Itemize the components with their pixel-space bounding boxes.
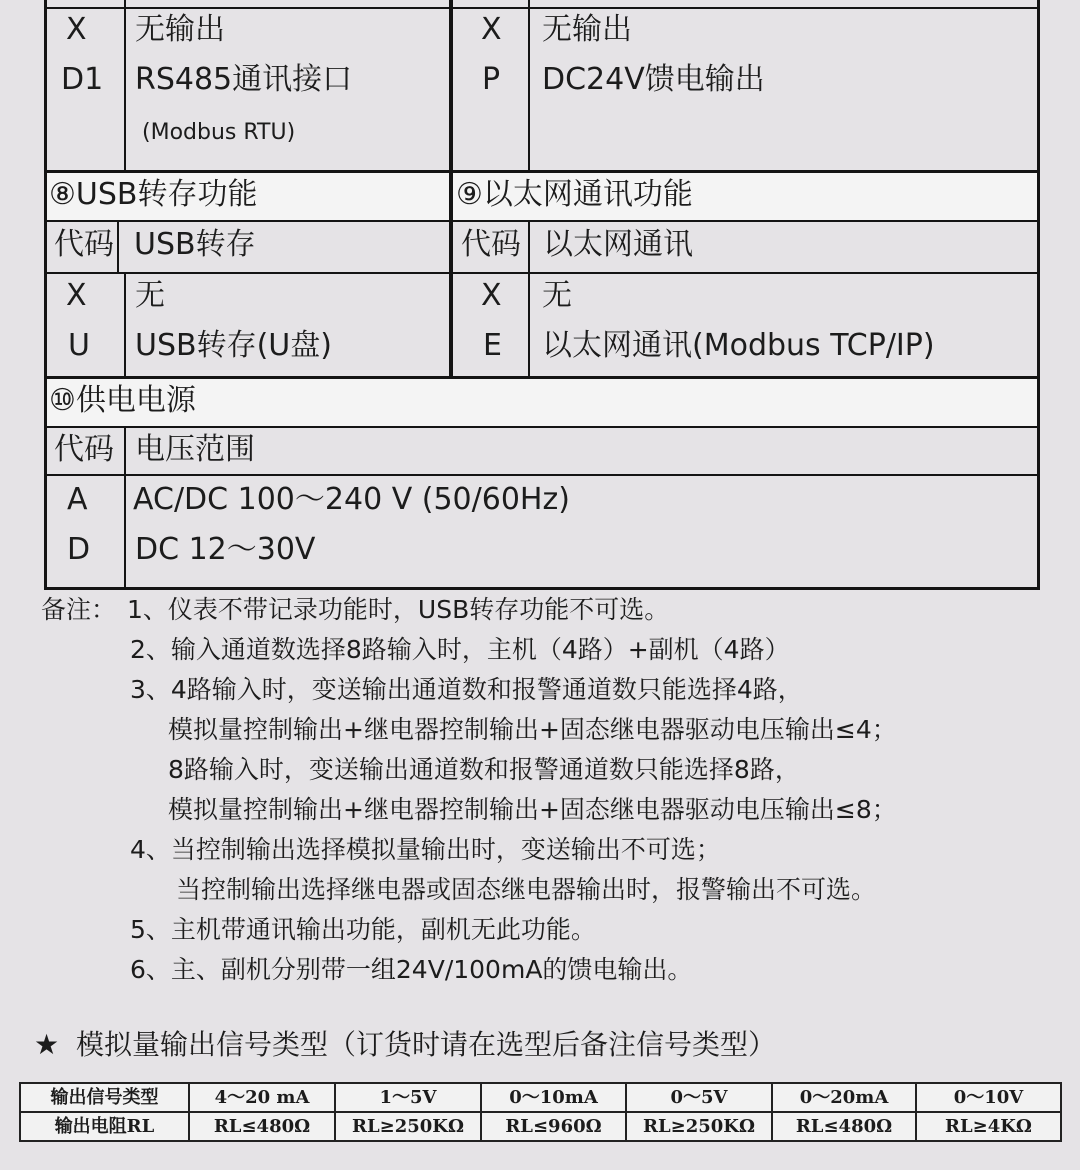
ethernet-desc-e: 以太网通讯(Modbus TCP/IP) xyxy=(542,328,935,363)
power-code-header: 代码 xyxy=(54,432,114,467)
power-desc-header: 电压范围 xyxy=(135,432,255,467)
signal-header-cell: 0～10V xyxy=(916,1083,1061,1112)
comm-left-sub: (Modbus RTU) xyxy=(142,120,296,145)
note-line-3d: 模拟量控制输出+继电器控制输出+固态继电器驱动电压输出≤8； xyxy=(168,795,897,824)
signal-header-cell: 0～10mA xyxy=(481,1083,626,1112)
signal-row-cell: RL≥250KΩ xyxy=(335,1112,481,1141)
power-code-a: A xyxy=(67,482,88,517)
star-icon: ★ xyxy=(34,1028,60,1061)
signal-row-cell: RL≤960Ω xyxy=(481,1112,626,1141)
signal-resistance-row xyxy=(20,1112,1061,1141)
comm-left-code-d1: D1 xyxy=(61,62,104,97)
signal-section-title: 模拟量输出信号类型（订货时请在选型后备注信号类型） xyxy=(76,1028,777,1061)
ethernet-desc-x: 无 xyxy=(542,278,572,313)
comm-left-desc-d1: RS485通讯接口 xyxy=(135,62,353,97)
power-section-title: ⑩供电电源 xyxy=(49,383,196,418)
signal-header-row xyxy=(20,1083,1061,1112)
comm-left-code-x: X xyxy=(66,12,87,47)
power-desc-a: AC/DC 100～240 V (50/60Hz) xyxy=(133,482,570,517)
usb-desc-header: USB转存 xyxy=(134,227,256,262)
usb-section-title: ⑧USB转存功能 xyxy=(49,177,258,212)
usb-desc-x: 无 xyxy=(135,278,165,313)
signal-header-cell: 输出信号类型 xyxy=(20,1083,189,1112)
comm-right-code-p: P xyxy=(482,62,501,97)
signal-row-cell: 输出电阻RL xyxy=(20,1112,189,1141)
usb-code-u: U xyxy=(68,328,90,363)
comm-left-desc-x: 无输出 xyxy=(135,12,225,47)
power-desc-d: DC 12～30V xyxy=(135,532,316,567)
note-line-3b: 模拟量控制输出+继电器控制输出+固态继电器驱动电压输出≤4； xyxy=(168,715,897,744)
signal-header-cell: 1～5V xyxy=(335,1083,481,1112)
note-line-5: 5、主机带通讯输出功能，副机无此功能。 xyxy=(130,915,596,944)
usb-code-header: 代码 xyxy=(54,227,114,262)
signal-row-cell: RL≥4KΩ xyxy=(916,1112,1061,1141)
note-line-6: 6、主、副机分别带一组24V/100mA的馈电输出。 xyxy=(130,955,693,984)
signal-table xyxy=(19,1082,1062,1142)
note-line-2: 2、输入通道数选择8路输入时，主机（4路）+副机（4路） xyxy=(130,635,790,664)
signal-header-cell: 0～5V xyxy=(626,1083,772,1112)
comm-right-desc-x: 无输出 xyxy=(542,12,632,47)
note-line-3c: 8路输入时，变送输出通道数和报警通道数只能选择8路， xyxy=(168,755,800,784)
ethernet-section-title: ⑨以太网通讯功能 xyxy=(456,177,693,212)
signal-row-cell: RL≥250KΩ xyxy=(626,1112,772,1141)
note-line-3: 3、4路输入时，变送输出通道数和报警通道数只能选择4路， xyxy=(130,675,803,704)
comm-right-code-x: X xyxy=(481,12,502,47)
usb-code-x: X xyxy=(66,278,87,313)
signal-row-cell: RL≤480Ω xyxy=(189,1112,335,1141)
ethernet-desc-header: 以太网通讯 xyxy=(543,227,693,262)
ethernet-code-x: X xyxy=(481,278,502,313)
note-line-1: 1、仪表不带记录功能时，USB转存功能不可选。 xyxy=(127,595,670,624)
signal-header-cell: 0～20mA xyxy=(772,1083,916,1112)
note-line-4: 4、当控制输出选择模拟量输出时，变送输出不可选； xyxy=(130,835,721,864)
usb-desc-u: USB转存(U盘) xyxy=(135,328,332,363)
signal-header-cell: 4～20 mA xyxy=(189,1083,335,1112)
signal-row-cell: RL≤480Ω xyxy=(772,1112,916,1141)
comm-right-desc-p: DC24V馈电输出 xyxy=(542,62,765,97)
note-line-4b: 当控制输出选择继电器或固态继电器输出时，报警输出不可选。 xyxy=(176,875,877,904)
ethernet-code-e: E xyxy=(483,328,502,363)
notes-prefix: 备注： xyxy=(41,595,117,624)
ethernet-code-header: 代码 xyxy=(461,227,521,262)
power-code-d: D xyxy=(67,532,91,567)
